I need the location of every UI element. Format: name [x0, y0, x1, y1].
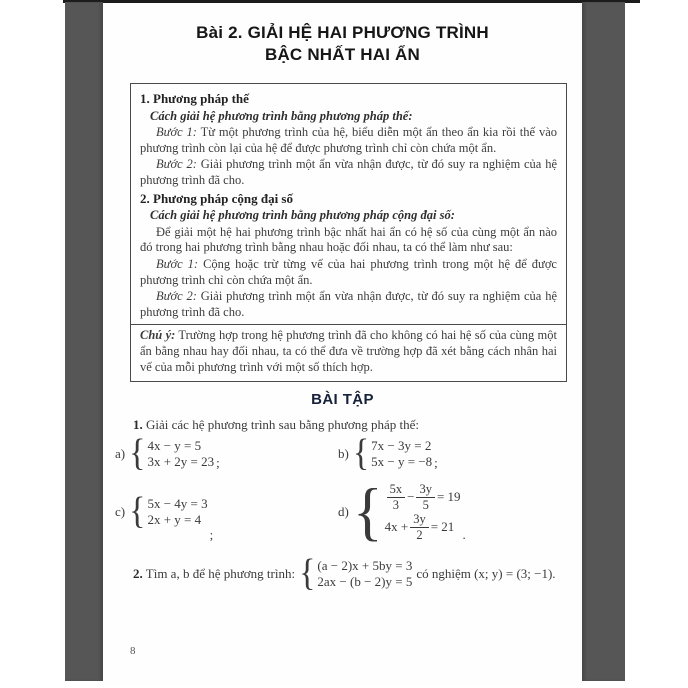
numerator: 3y: [410, 513, 429, 528]
equation-rhs: = 21: [430, 519, 455, 535]
system-d: [338, 476, 558, 548]
step-label: Bước 1:: [156, 125, 197, 140]
equation: 2x + y = 4: [147, 512, 202, 528]
system-d-label: d): [338, 504, 349, 520]
lesson-title-line2: BẬC NHẤT HAI ẨN: [264, 45, 421, 64]
system-b-equations: [371, 438, 432, 470]
equation: [385, 512, 461, 542]
step-label: Bước 2:: [156, 157, 197, 172]
equation-rhs: = 19: [436, 489, 461, 505]
numerator: 3y: [416, 483, 435, 498]
system-b-label: b): [338, 446, 349, 462]
system-c-equations: [147, 496, 207, 528]
textbook-page: [103, 3, 582, 685]
equation: [385, 482, 461, 512]
equation: (a − 2)x + 5by = 3: [317, 558, 413, 574]
page-number: 8: [130, 645, 136, 657]
intro-text: Để giải một hệ hai phương trình bậc nhất hai ẩn có hệ số của cùng một ẩn nào đó trong hai phương trình bằng nhau hoặc đối nhau, ta có thể làm như sau:: [140, 224, 557, 255]
step-label: Bước 1:: [156, 256, 199, 271]
system-a-label: a): [115, 446, 126, 462]
lesson-title-line1: Bài 2. GIẢI HỆ HAI PHƯƠNG TRÌNH: [196, 23, 489, 42]
problem-2-number: 2.: [133, 566, 143, 582]
section1-subheading: Cách giải hệ phương trình bằng phương pháp thế:: [150, 108, 413, 123]
equation: 4x − y = 5: [147, 438, 202, 454]
note-text: Trường hợp trong hệ phương trình đã cho không có hai hệ số của cùng một ẩn bằng nhau hay đối nhau, ta có thể đưa về trường hợp đã xét bằng cách nhân hai vế của mỗi phương trình với một số thích hợp.: [140, 328, 557, 374]
system-a: [115, 432, 338, 475]
term: 4x +: [384, 519, 409, 535]
note-block: [131, 324, 566, 375]
equation: 7x − 3y = 2: [371, 438, 432, 454]
problem-2: [133, 552, 576, 595]
equation: 5x − 4y = 3: [147, 496, 208, 512]
section2-heading: 2. Phương pháp cộng đại số: [140, 190, 293, 206]
step-text: Từ một phương trình của hệ, biểu diễn một ẩn theo ẩn kia rồi thế vào phương trình còn lại của hệ để được phương trình chỉ còn chứa một ẩn.: [140, 125, 557, 155]
separator: ;: [216, 455, 220, 471]
section1-heading: 1. Phương pháp thế: [140, 91, 249, 106]
denominator: 5: [422, 497, 429, 512]
separator: ;: [434, 455, 438, 471]
right-page-edge-shadow: [582, 2, 625, 681]
fraction: [387, 483, 406, 512]
equation: 3x + 2y = 23: [147, 454, 215, 470]
problem-1-text: Giải các hệ phương trình sau bằng phương pháp thế:: [142, 417, 419, 433]
section2-intro: [140, 225, 557, 256]
section2-subheading: Cách giải hệ phương trình bằng phương pháp cộng đại số:: [150, 208, 455, 223]
system-b: [338, 432, 558, 475]
note-label: Chú ý:: [140, 328, 176, 343]
systems-grid: [115, 432, 582, 548]
system-d-equations: [385, 482, 461, 542]
system-a-equations: [147, 438, 214, 470]
left-brace: {: [299, 552, 316, 595]
system-c: [115, 481, 338, 543]
equation: 2ax − (b − 2)y = 5: [317, 574, 413, 590]
system-c-label: c): [115, 504, 126, 520]
left-brace: {: [129, 490, 146, 533]
denominator: 2: [416, 527, 423, 542]
step-text: Giải phương trình một ẩn vừa nhận được, từ đó suy ra nghiệm của hệ phương trình đã cho.: [140, 157, 557, 187]
section2-step2: [140, 289, 557, 320]
separator: ;: [209, 527, 214, 543]
equation: 5x − y = −8: [371, 454, 433, 470]
left-brace: {: [352, 432, 370, 475]
left-brace: {: [352, 476, 383, 548]
operator: −: [407, 489, 415, 505]
problem-1-number: 1.: [133, 417, 143, 433]
problem-2-text: Tìm a, b để hệ phương trình:: [142, 566, 296, 582]
lesson-title: [103, 22, 582, 66]
numerator: 5x: [387, 483, 406, 498]
problem-1: [133, 416, 572, 433]
fraction: [410, 513, 429, 542]
left-brace: {: [129, 432, 146, 475]
denominator: 3: [392, 497, 399, 512]
exercises-heading: BÀI TẬP: [311, 391, 374, 409]
theory-box: [130, 83, 567, 382]
section1-step1: [140, 125, 557, 156]
problem-2-tail: có nghiệm (x; y) = (3; −1).: [416, 566, 556, 582]
step-text: Giải phương trình một ẩn vừa nhận được, từ đó suy ra nghiệm của hệ phương trình đã cho.: [140, 289, 557, 319]
fraction: [416, 483, 435, 512]
problem-2-equations: [317, 558, 412, 590]
section2-step1: [140, 257, 557, 288]
step-text: Cộng hoặc trừ từng vế của hai phương trình trong một hệ để được phương trình chỉ còn chứa một ẩn.: [140, 256, 557, 287]
step-label: Bước 2:: [156, 289, 197, 304]
left-page-edge-shadow: [65, 2, 103, 681]
problem-2-lead: [133, 566, 295, 582]
section1-step2: [140, 157, 557, 188]
separator: .: [462, 527, 466, 543]
